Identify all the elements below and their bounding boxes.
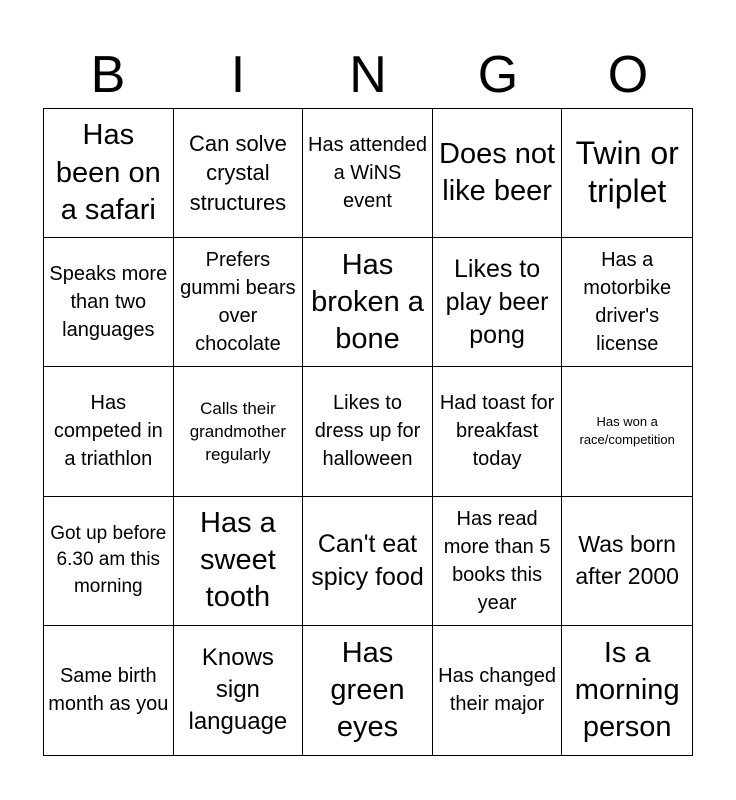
bingo-cell-r1c2[interactable] xyxy=(174,109,304,238)
bingo-cell-r2c3[interactable] xyxy=(303,238,433,367)
bingo-cell-r2c1[interactable] xyxy=(44,238,174,367)
bingo-header xyxy=(43,42,693,108)
bingo-cell-text: Likes to play beer pong xyxy=(445,254,549,349)
bingo-cell-r4c2[interactable] xyxy=(174,497,304,626)
bingo-cell-text: Got up before 6.30 am this morning xyxy=(50,522,167,597)
bingo-cell-r5c2[interactable] xyxy=(174,626,304,755)
bingo-cell-r5c4[interactable] xyxy=(433,626,563,755)
bingo-cell-r1c1[interactable] xyxy=(44,109,174,238)
bingo-cell-r2c2[interactable] xyxy=(174,238,304,367)
bingo-cell-r1c5[interactable] xyxy=(562,109,692,238)
bingo-cell-r1c3[interactable] xyxy=(303,109,433,238)
bingo-cell-r3c5[interactable] xyxy=(562,367,692,496)
bingo-cell-text: Has a sweet tooth xyxy=(200,507,276,614)
bingo-cell-text: Can't eat spicy food xyxy=(311,529,424,591)
bingo-cell-text: Has green eyes xyxy=(330,636,405,743)
bingo-cell-r4c1[interactable] xyxy=(44,497,174,626)
bingo-cell-text: Had toast for breakfast today xyxy=(439,392,555,471)
header-letter-g: G xyxy=(477,46,519,104)
header-letter-b: B xyxy=(90,46,126,104)
bingo-cell-text: Speaks more than two languages xyxy=(49,263,168,342)
bingo-cell-text: Has changed their major xyxy=(438,665,557,716)
bingo-cell-text: Does not like beer xyxy=(439,137,556,208)
bingo-cell-text: Is a morning person xyxy=(574,636,680,743)
bingo-cell-r1c4[interactable] xyxy=(433,109,563,238)
bingo-cell-text: Prefers gummi bears over chocolate xyxy=(180,249,296,356)
bingo-cell-r4c3[interactable] xyxy=(303,497,433,626)
header-letter-n: N xyxy=(349,46,387,104)
bingo-cell-r3c3[interactable] xyxy=(303,367,433,496)
bingo-cell-text: Twin or triplet xyxy=(575,135,679,210)
bingo-cell-text: Has won a race/competition xyxy=(579,414,675,448)
bingo-cell-r3c1[interactable] xyxy=(44,367,174,496)
bingo-cell-r5c5[interactable] xyxy=(562,626,692,755)
bingo-cell-text: Has been on a safari xyxy=(55,119,161,226)
bingo-cell-r3c2[interactable] xyxy=(174,367,304,496)
bingo-grid xyxy=(43,108,693,756)
header-letter-i: I xyxy=(230,46,246,104)
bingo-cell-r2c4[interactable] xyxy=(433,238,563,367)
bingo-cell-text: Knows sign language xyxy=(188,644,288,736)
bingo-cell-r4c4[interactable] xyxy=(433,497,563,626)
bingo-cell-text: Can solve crystal structures xyxy=(188,130,287,215)
bingo-cell-text: Has broken a bone xyxy=(311,248,424,355)
bingo-cell-r3c4[interactable] xyxy=(433,367,563,496)
bingo-cell-text: Was born after 2000 xyxy=(575,530,679,589)
bingo-cell-text: Same birth month as you xyxy=(48,665,169,716)
bingo-cell-r5c1[interactable] xyxy=(44,626,174,755)
bingo-cell-text: Has competed in a triathlon xyxy=(53,392,163,471)
bingo-cell-r2c5[interactable] xyxy=(562,238,692,367)
bingo-cell-text: Has read more than 5 books this year xyxy=(443,507,551,614)
bingo-cell-text: Has a motorbike driver's license xyxy=(583,249,672,356)
bingo-cell-text: Likes to dress up for halloween xyxy=(314,392,421,471)
header-letter-o: O xyxy=(607,46,649,104)
bingo-cell-text: Calls their grandmother regularly xyxy=(189,398,287,465)
bingo-cell-r4c5[interactable] xyxy=(562,497,692,626)
bingo-cell-r5c3[interactable] xyxy=(303,626,433,755)
bingo-cell-text: Has attended a WiNS event xyxy=(308,134,427,213)
